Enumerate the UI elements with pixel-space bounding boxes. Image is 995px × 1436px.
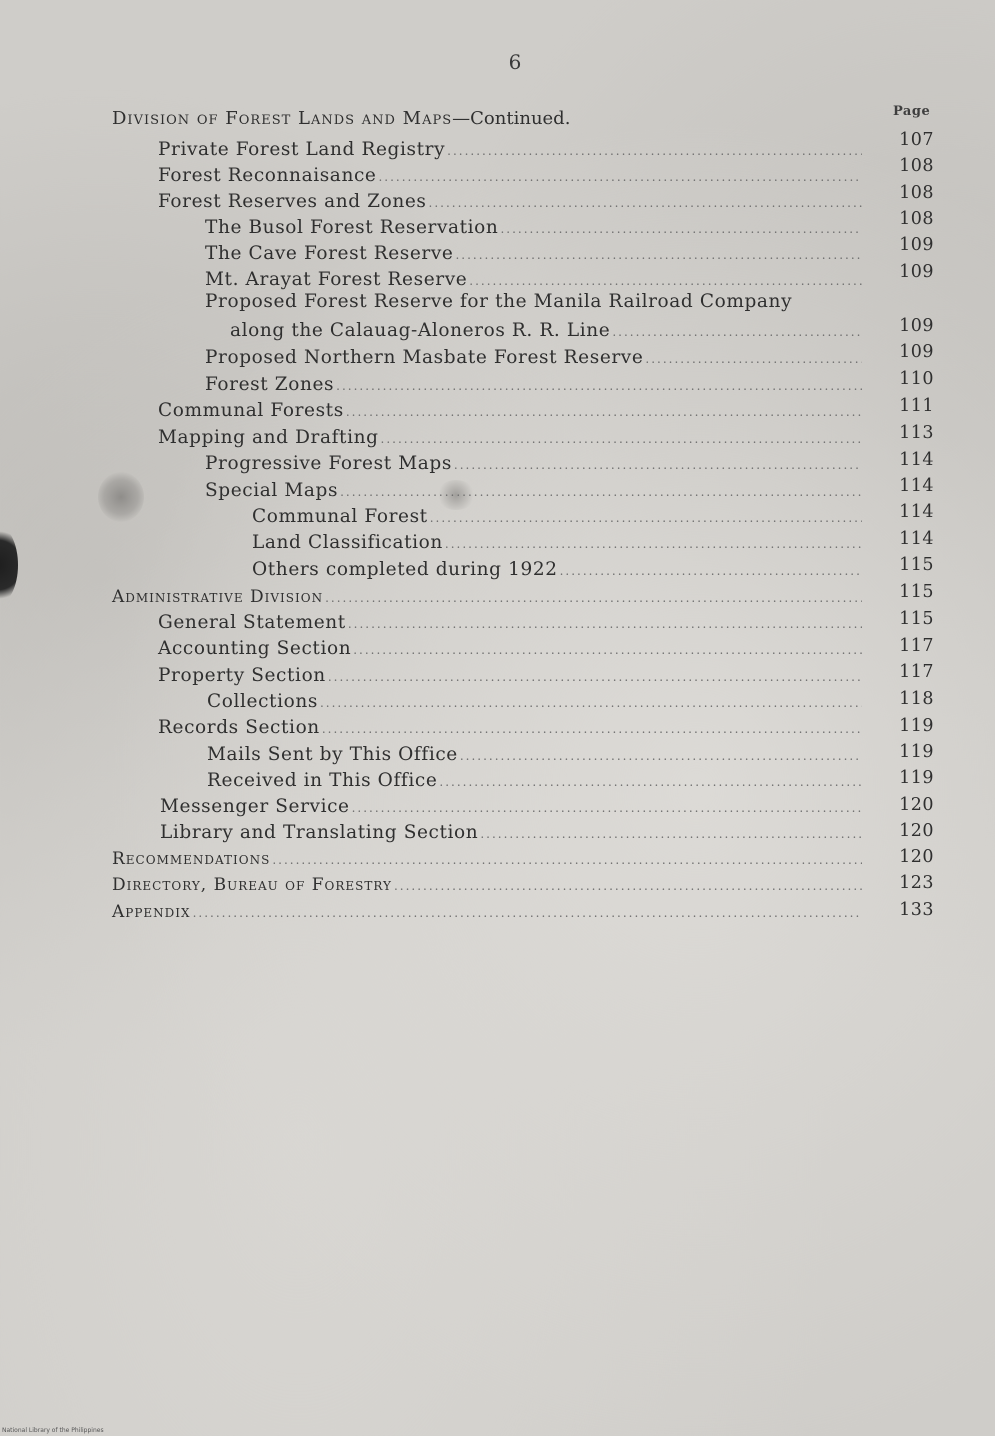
toc-entry-title: The Busol Forest Reservation <box>205 217 499 238</box>
toc-entry-page: 115 <box>899 582 934 602</box>
toc-entry <box>205 241 862 267</box>
toc-entry-title: Appendix <box>112 902 191 922</box>
dot-leader <box>193 900 862 926</box>
dot-leader <box>645 346 862 372</box>
toc-entry <box>207 742 862 768</box>
toc-entry-page: 111 <box>899 396 934 416</box>
toc-entry-page: 133 <box>899 900 934 920</box>
toc-entry <box>112 584 862 610</box>
toc-entry-title: Forest Zones <box>205 374 335 395</box>
toc-entry <box>205 215 862 241</box>
dot-leader <box>560 558 862 584</box>
toc-entry <box>205 345 862 371</box>
dot-leader <box>322 716 862 742</box>
toc-entry-page: 120 <box>899 821 934 841</box>
dot-leader <box>394 873 862 899</box>
toc-entry <box>158 715 862 741</box>
toc-entry-page: 119 <box>899 768 934 788</box>
toc-entry-page: 108 <box>899 156 934 176</box>
section-heading <box>112 106 570 132</box>
toc-entry-title: Records Section <box>158 717 320 738</box>
toc-entry <box>158 398 862 424</box>
dot-leader <box>429 190 862 216</box>
toc-entry <box>252 557 862 583</box>
dot-leader <box>320 690 862 716</box>
toc-entry <box>230 318 862 344</box>
toc-entry <box>158 610 862 636</box>
toc-entry <box>252 530 862 556</box>
dot-leader <box>346 399 862 425</box>
toc-entry-title: Directory, Bureau of Forestry <box>112 875 392 895</box>
dot-leader <box>328 664 862 690</box>
dot-leader <box>325 585 862 611</box>
toc-entry-title: Others completed during 1922 <box>252 559 558 580</box>
toc-entry-title: Mapping and Drafting <box>158 427 379 448</box>
dot-leader <box>352 795 862 821</box>
toc-entry-title: Mt. Arayat Forest Reserve <box>205 269 468 290</box>
toc-entry-page: 120 <box>899 795 934 815</box>
archive-credit: National Library of the Philippines <box>2 1427 104 1434</box>
toc-entry <box>205 372 862 398</box>
toc-entry-title: Recommendations <box>112 849 271 869</box>
toc-entry <box>112 872 862 898</box>
toc-entry-title: Special Maps <box>205 480 339 501</box>
toc-entry-page: 115 <box>899 555 934 575</box>
toc-entry <box>158 425 862 451</box>
toc-entry-title: Collections <box>207 691 318 712</box>
dot-leader <box>348 611 862 637</box>
ink-stain <box>98 472 144 522</box>
toc-entry-title: Private Forest Land Registry <box>158 139 446 160</box>
toc-entry-page: 114 <box>899 502 934 522</box>
dot-leader <box>612 319 862 345</box>
toc-entry-title: Mails Sent by This Office <box>207 744 458 765</box>
toc-entry-page: 110 <box>899 369 934 389</box>
toc-entry <box>158 663 862 689</box>
dot-leader <box>378 164 862 190</box>
dot-leader <box>454 452 862 478</box>
toc-entry <box>205 289 865 315</box>
toc-entry <box>207 689 862 715</box>
toc-entry <box>112 899 862 925</box>
toc-entry-title: Received in This Office <box>207 770 438 791</box>
dot-leader <box>439 769 862 795</box>
toc-entry-page: 117 <box>899 662 934 682</box>
toc-entry-page: 115 <box>899 609 934 629</box>
dot-leader <box>353 637 862 663</box>
toc-entry-title: Communal Forests <box>158 400 344 421</box>
section-heading-suffix: —Continued. <box>452 108 571 129</box>
toc-entry-page: 109 <box>899 342 934 362</box>
toc-entry <box>112 846 862 872</box>
toc-entry-title: General Statement <box>158 612 346 633</box>
toc-entry-title: Land Classification <box>252 532 443 553</box>
dot-leader <box>447 138 862 164</box>
toc-entry-title: Library and Translating Section <box>160 822 479 843</box>
toc-entry-page: 123 <box>899 873 934 893</box>
toc-entry-page: 109 <box>899 235 934 255</box>
toc-entry <box>160 820 862 846</box>
toc-entry-page: 119 <box>899 716 934 736</box>
dot-leader <box>480 821 862 847</box>
dot-leader <box>500 216 862 242</box>
dot-leader <box>340 479 862 505</box>
toc-entry-page: 119 <box>899 742 934 762</box>
page-number: 6 <box>508 50 522 74</box>
toc-entry-page: 108 <box>899 183 934 203</box>
toc-entry-title: Accounting Section <box>158 638 352 659</box>
dot-leader <box>381 426 862 452</box>
toc-entry-title: The Cave Forest Reserve <box>205 243 454 264</box>
toc-entry-title: Property Section <box>158 665 326 686</box>
toc-entry-page: 108 <box>899 209 934 229</box>
toc-entry <box>158 636 862 662</box>
toc-entry <box>205 451 862 477</box>
toc-entry-title: Forest Reserves and Zones <box>158 191 427 212</box>
toc-entry-title: Administrative Division <box>112 587 324 607</box>
toc-entry <box>158 163 862 189</box>
toc-entry-page: 107 <box>899 130 934 150</box>
dot-leader <box>336 373 862 399</box>
toc-entry-page: 114 <box>899 450 934 470</box>
toc-entry <box>205 478 862 504</box>
dot-leader <box>460 743 862 769</box>
toc-entry <box>158 137 862 163</box>
toc-entry-page: 109 <box>899 262 934 282</box>
toc-entry-title: Messenger Service <box>160 796 350 817</box>
toc-entry-title: Forest Reconnaisance <box>158 165 377 186</box>
toc-entry-title: Communal Forest <box>252 506 428 527</box>
section-heading-title: Division of Forest Lands and Maps <box>112 108 453 129</box>
toc-entry-page: 120 <box>899 847 934 867</box>
toc-entry <box>160 794 862 820</box>
page-column-header: Page <box>893 104 931 119</box>
toc-entry-page: 113 <box>899 423 934 443</box>
toc-entry-title: along the Calauag-Aloneros R. R. Line <box>230 320 611 341</box>
dot-leader <box>455 242 862 268</box>
toc-entry-page: 109 <box>899 316 934 336</box>
toc-entry <box>158 189 862 215</box>
dot-leader <box>272 847 862 873</box>
toc-entry-page: 114 <box>899 529 934 549</box>
toc-entry <box>252 504 862 530</box>
dot-leader <box>445 531 862 557</box>
toc-entry-page: 117 <box>899 636 934 656</box>
dot-leader <box>430 505 862 531</box>
toc-entry-title: Proposed Northern Masbate Forest Reserve <box>205 347 644 368</box>
binding-shadow <box>0 525 18 605</box>
toc-entry-page: 114 <box>899 476 934 496</box>
toc-entry <box>207 768 862 794</box>
toc-entry-title: Progressive Forest Maps <box>205 453 452 474</box>
toc-entry-title: Proposed Forest Reserve for the Manila Railroad Company <box>205 291 793 312</box>
toc-entry-page: 118 <box>899 689 934 709</box>
